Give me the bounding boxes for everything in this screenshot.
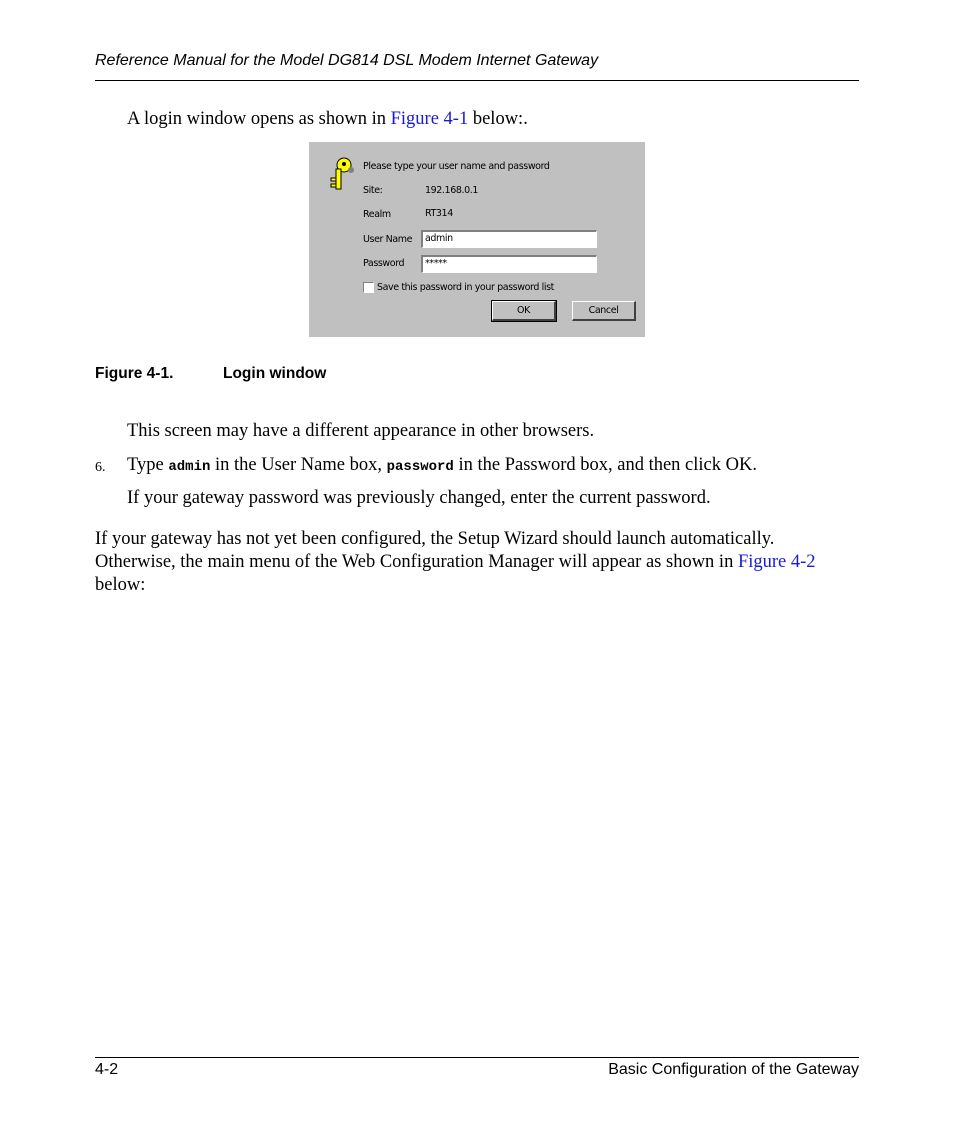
code-admin: admin bbox=[168, 459, 211, 475]
figure-title: Login window bbox=[223, 365, 327, 382]
intro-paragraph bbox=[127, 108, 528, 131]
intro-text: A login window opens as shown in bbox=[127, 109, 391, 129]
footer-section: Basic Configuration of the Gateway bbox=[608, 1061, 859, 1078]
username-label: User Name bbox=[363, 234, 413, 245]
cancel-button[interactable]: Cancel bbox=[572, 301, 636, 321]
closing-line-3: below: bbox=[95, 575, 146, 595]
running-header bbox=[95, 50, 859, 81]
closing-line-2 bbox=[95, 551, 816, 574]
key-icon bbox=[327, 156, 357, 192]
realm-value: RT314 bbox=[425, 208, 453, 219]
save-password-checkbox[interactable] bbox=[363, 282, 374, 293]
page-number: 4-2 bbox=[95, 1061, 119, 1078]
ok-button[interactable]: OK bbox=[492, 301, 556, 321]
username-input[interactable]: admin bbox=[421, 230, 597, 248]
header-title: Reference Manual for the Model DG814 DSL Modem Internet Gateway bbox=[95, 52, 599, 69]
code-password: password bbox=[386, 459, 454, 475]
login-dialog bbox=[309, 142, 645, 337]
closing-line-1: If your gateway has not yet been configured, the Setup Wizard should launch automatically. bbox=[95, 529, 775, 549]
figure-4-1-link[interactable]: Figure 4-1 bbox=[390, 109, 469, 129]
site-value: 192.168.0.1 bbox=[425, 185, 479, 196]
closing-text: Otherwise, the main menu of the Web Configuration Manager will appear as shown in bbox=[95, 552, 738, 572]
step-6-note: If your gateway password was previously changed, enter the current password. bbox=[127, 488, 711, 508]
step-text-2: in the User Name box, bbox=[210, 455, 387, 475]
dialog-prompt: Please type your user name and password bbox=[363, 161, 550, 172]
password-label: Password bbox=[363, 258, 405, 269]
figure-number: Figure 4-1. bbox=[95, 365, 174, 382]
step-text-1: Type bbox=[127, 455, 169, 475]
realm-label: Realm bbox=[363, 209, 391, 220]
browser-note: This screen may have a different appearance in other browsers. bbox=[127, 421, 595, 441]
intro-suffix: below:. bbox=[468, 109, 528, 129]
site-label: Site: bbox=[363, 185, 383, 196]
step-number: 6. bbox=[95, 460, 106, 475]
figure-4-2-link[interactable]: Figure 4-2 bbox=[737, 552, 816, 572]
running-footer bbox=[95, 1057, 859, 1088]
step-6-text bbox=[127, 454, 757, 479]
step-text-3: in the Password box, and then click OK. bbox=[453, 455, 757, 475]
password-input[interactable]: ***** bbox=[421, 255, 597, 273]
save-password-label: Save this password in your password list bbox=[377, 282, 554, 293]
